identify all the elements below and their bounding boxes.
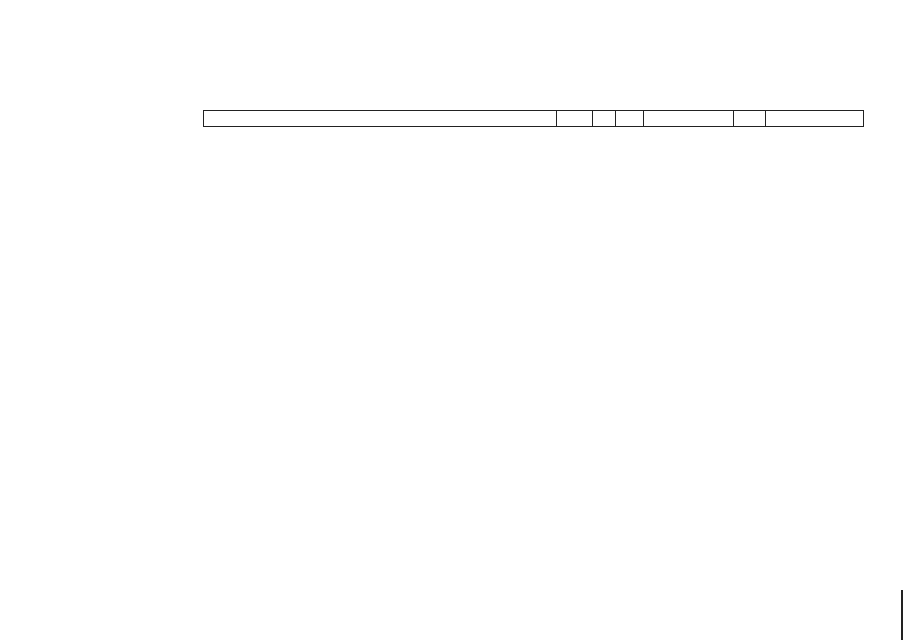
edge-mark: [901, 590, 903, 640]
table-header: [203, 110, 864, 127]
